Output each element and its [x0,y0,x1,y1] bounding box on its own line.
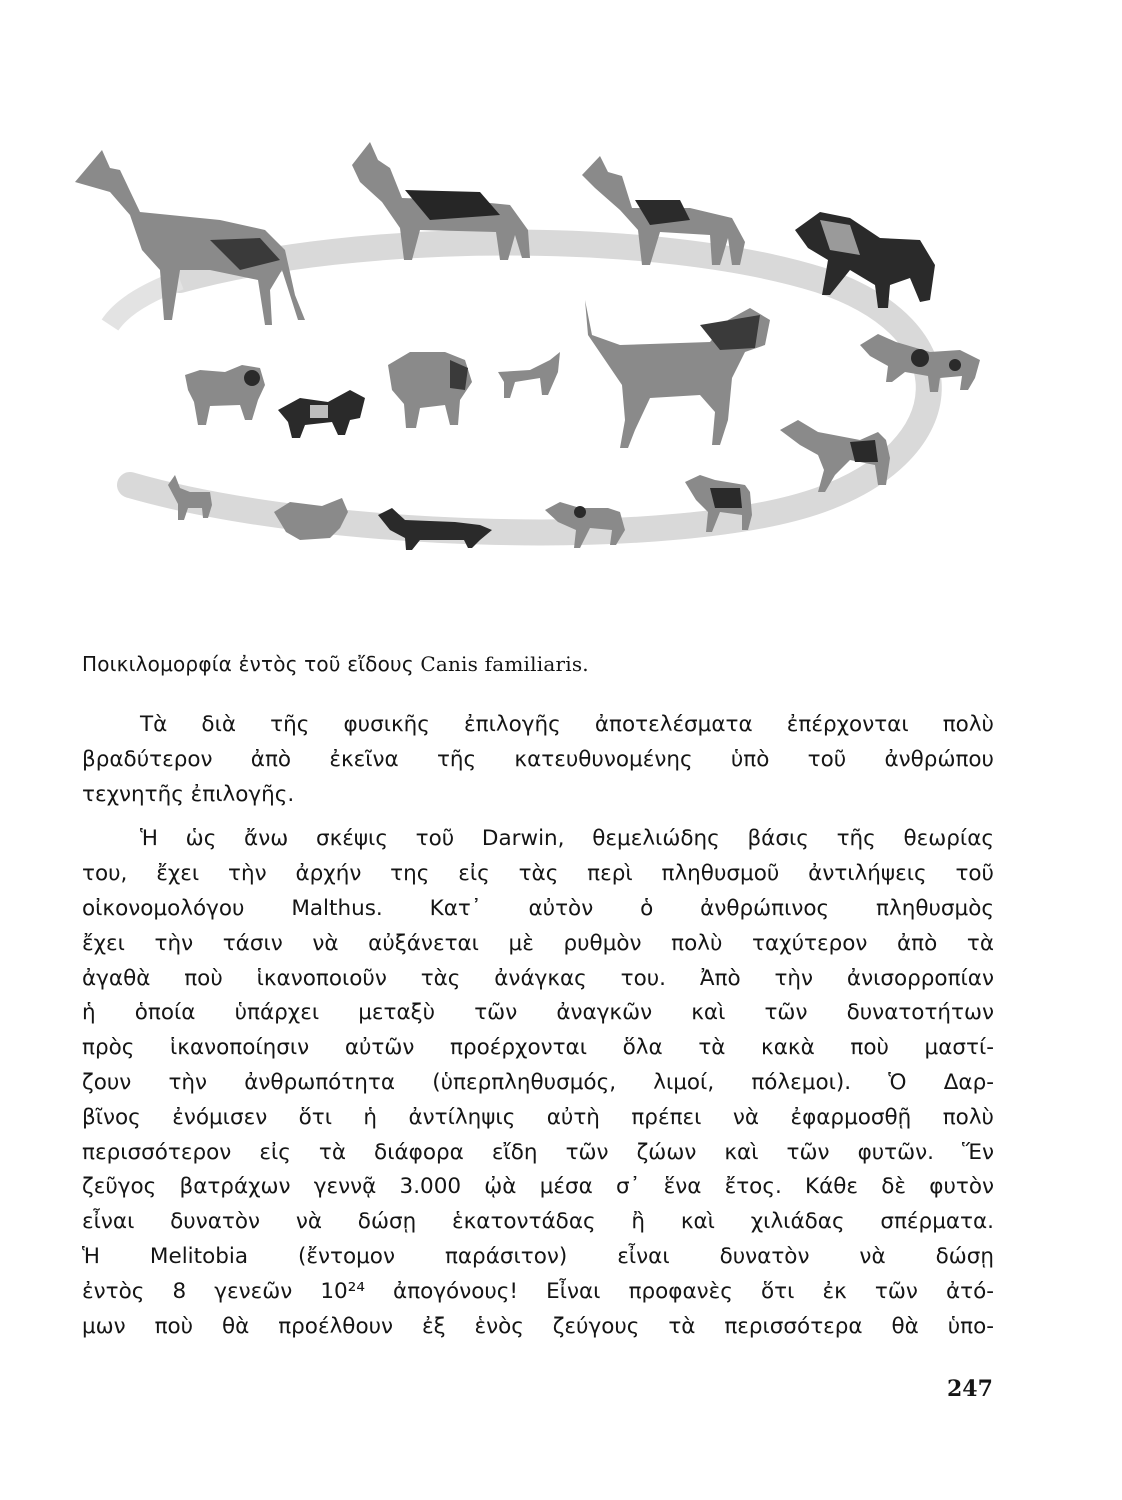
paragraph-2-line: ἡ ὁποία ὑπάρχει μεταξὺ τῶν ἀναγκῶν καὶ τῶν δυνατοτήτων [82,1000,994,1026]
paragraph-1-line: τεχνητῆς ἐπιλογῆς. [82,781,295,807]
paragraph-2-line: περισσότερον εἰς τὰ διάφορα εἴδη τῶν ζώων καὶ τῶν φυτῶν. Ἕν [82,1139,994,1165]
paragraph-2-line: του, ἔχει τὴν ἀρχήν της εἰς τὰς περὶ πληθυσμοῦ ἀντιλήψεις τοῦ [82,861,994,887]
dog-pug [185,365,265,425]
dog-toy-spaniel [278,390,365,438]
paragraph-1-line: Τὰ διὰ τῆς φυσικῆς ἐπιλογῆς ἀποτελέσματα ἐπέρχονται πολὺ [140,712,994,737]
figure-caption [82,652,589,676]
paragraph-2-line: μων ποὺ θὰ προέλθουν ἐξ ἑνὸς ζεύγους τὰ περισσότερα θὰ ὑπο- [82,1313,994,1339]
paragraph-2-line: ζουν τὴν ἀνθρωπότητα (ὑπερπληθυσμός, λιμοί, πόλεμοι). Ὁ Δαρ- [82,1069,994,1095]
page-number: 247 [947,1376,993,1402]
paragraph-2-line: οἰκονομολόγου Malthus. Κατ᾽ αὐτὸν ὁ ἀνθρώπινος πληθυσμὸς [82,895,994,921]
paragraph-2-line: πρὸς ἱκανοποίησιν αὐτῶν προέρχονται ὅλα τὰ κακὰ ποὺ μαστί- [82,1035,994,1061]
dog-chihuahua [168,475,212,520]
paragraph-2-line: ἔχει τὴν τάσιν νὰ αὐξάνεται μὲ ρυθμὸν πολὺ ταχύτερον ἀπὸ τὰ [82,930,994,956]
paragraph-2-line: Ἡ Melitobia (ἔντομον παράσιτον) εἶναι δυνατὸν νὰ δώσῃ [82,1243,994,1269]
paragraph-2-line: εἶναι δυνατὸν νὰ δώσῃ ἑκατοντάδας ἢ καὶ χιλιάδας σπέρματα. [82,1209,994,1235]
dog-bulldog [388,352,472,428]
dog-illustration [60,120,1020,570]
dog-bloodhound [585,300,770,448]
paragraph-2-line: ζεῦγος βατράχων γεννᾷ 3.000 ᾠὰ μέσα σ᾽ ἕνα ἔτος. Κάθε δὲ φυτὸν [82,1174,994,1200]
dog-varieties-figure [60,120,1020,570]
paragraph-2-line: Ἡ ὡς ἄνω σκέψις τοῦ Darwin, θεμελιώδης βάσις τῆς θεωρίας [140,826,994,852]
paragraph-2-line: βῖνος ἐνόμισεν ὅτι ἡ ἀντίληψις αὐτὴ πρέπει νὰ ἐφαρμοσθῇ πολὺ [82,1104,994,1130]
dog-dachshund [378,508,492,550]
paragraph-2-line: ἐντὸς 8 γενεῶν 10²⁴ ἀπογόνους! Εἶναι προφανὲς ὅτι ἐκ τῶν ἀτό- [82,1278,994,1304]
body-text [82,708,994,1344]
paragraph-2-line: ἀγαθὰ ποὺ ἱκανοποιοῦν τὰς ἀνάγκας του. Ἀπὸ τὴν ἀνισορροπίαν [82,965,994,991]
dog-whippet [498,352,560,398]
paragraph-1-line: βραδύτερον ἀπὸ ἐκεῖνα τῆς κατευθυνομένης ὑπὸ τοῦ ἀνθρώπου [82,746,994,772]
caption-latin: Canis familiaris. [420,652,589,676]
caption-greek: Ποικιλομορφία ἐντὸς τοῦ εἴδους [82,652,414,676]
dog-greyhound [75,150,305,325]
